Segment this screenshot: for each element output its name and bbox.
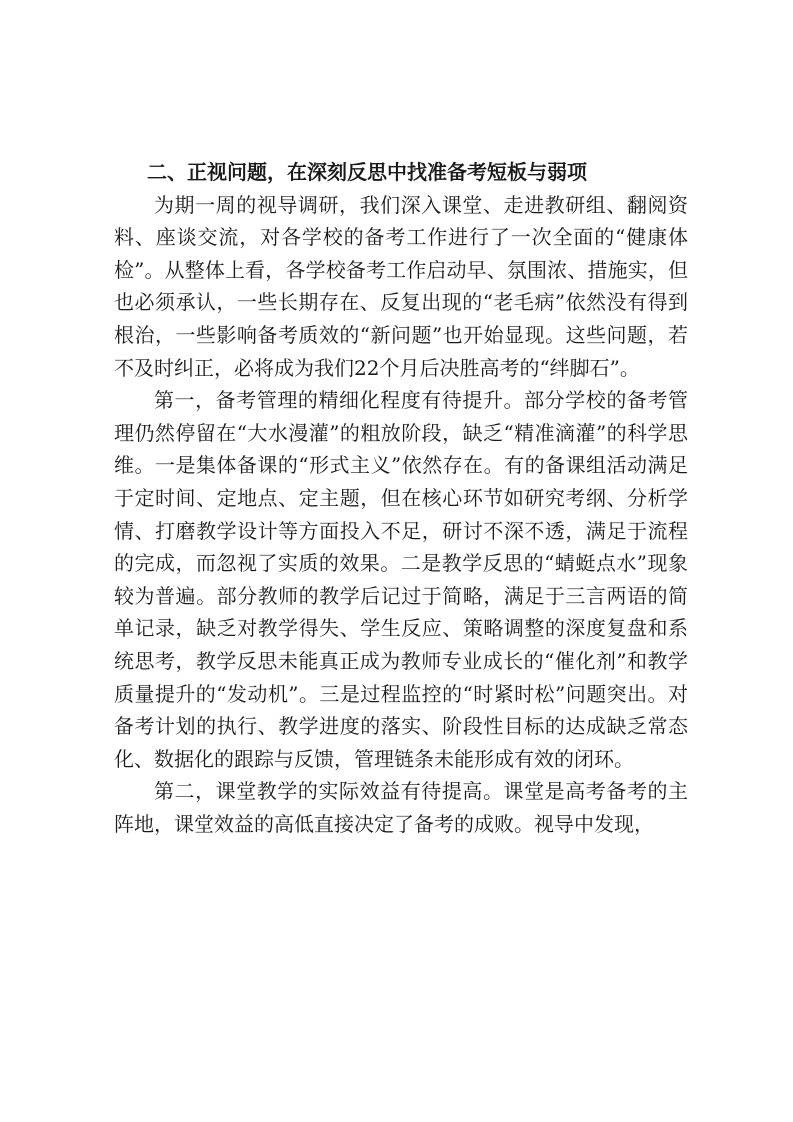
section-heading: 二、正视问题，在深刻反思中找准备考短板与弱项	[147, 160, 587, 184]
paragraph-overview: 为期一周的视导调研，我们深入课堂、走进教研组、翻阅资料、座谈交流，对各学校的备考工作进行了一次全面的“健康体检”。从整体上看，各学校备考工作启动早、氛围浓、措施实，但也必须承认，一些长期存在、反复出现的“老毛病”依然没有得到根治，一些影响备考质效的“新问题”也开始显现。这些问题，若不及时纠正，必将成为我们22个月后决胜高考的“绊脚石”。	[114, 192, 688, 380]
paragraph-classroom: 第二，课堂教学的实际效益有待提高。课堂是高考备考的主阵地，课堂效益的高低直接决定了备考的成败。视导中发现，	[114, 779, 688, 836]
document-body	[114, 156, 688, 840]
paragraph-management: 第一，备考管理的精细化程度有待提升。部分学校的备考管理仍然停留在“大水漫灌”的粗放阶段，缺乏“精准滴灌”的科学思维。一是集体备课的“形式主义”依然存在。有的备课组活动满足于定时间、定地点、定主题，但在核心环节如研究考纲、分析学情、打磨教学设计等方面投入不足，研讨不深不透，满足于流程的完成，而忽视了实质的效果。二是教学反思的“蜻蜓点水”现象较为普遍。部分教师的教学后记过于简略，满足于三言两语的简单记录，缺乏对教学得失、学生反应、策略调整的深度复盘和系统思考，教学反思未能真正成为教师专业成长的“催化剂”和教学质量提升的“发动机”。三是过程监控的“时紧时松”问题突出。对备考计划的执行、教学进度的落实、阶段性目标的达成缺乏常态化、数据化的跟踪与反馈，管理链条未能形成有效的闭环。	[114, 388, 688, 771]
